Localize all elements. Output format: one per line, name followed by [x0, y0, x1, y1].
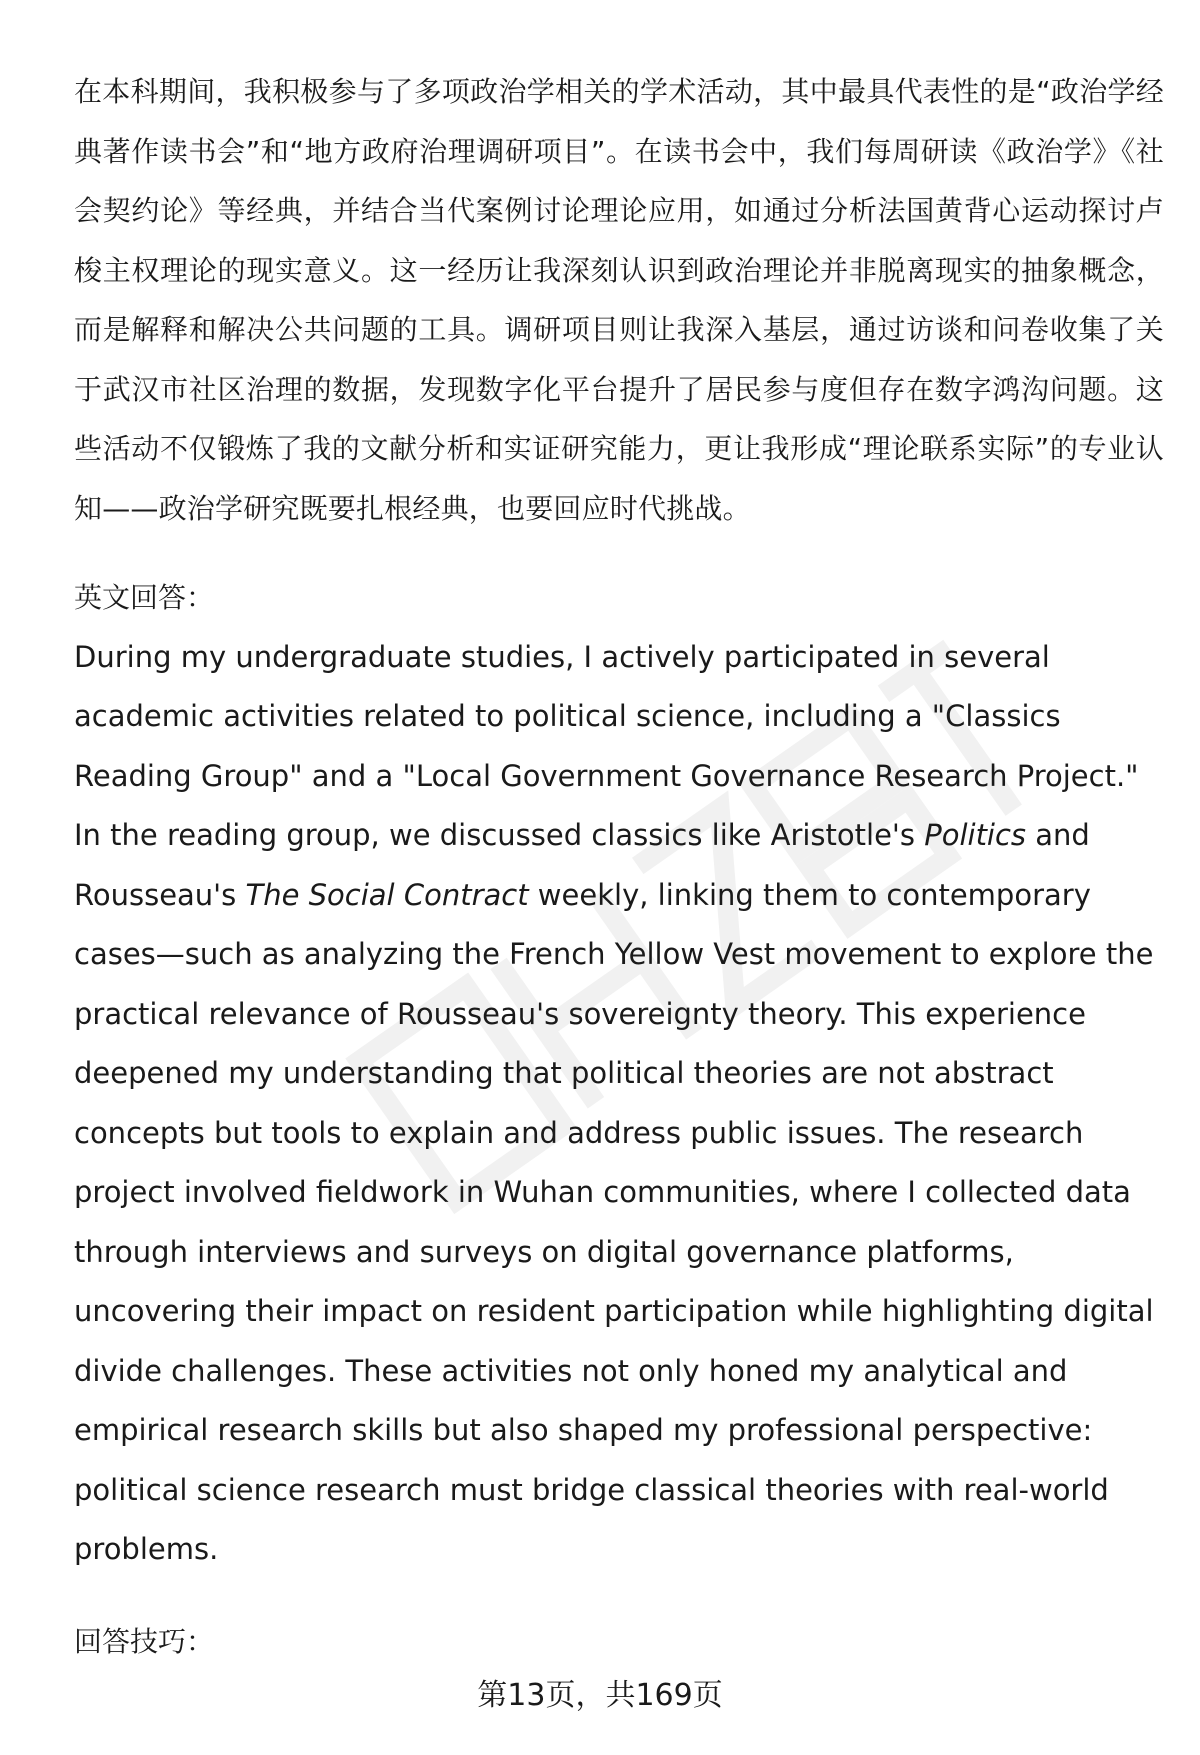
page-number-footer: 第13页，共169页 [477, 1678, 723, 1713]
tips-label: 回答技巧： [74, 1624, 215, 1658]
italic-title-social-contract: The Social Contract [245, 877, 529, 912]
english-answer-text-1: During my undergraduate studies, I actively participated in several academic activities related to political science, including a "Classics Reading Group" and a "Local Government Governance Research Project." In the reading group, we discussed classics like Aristotle's [74, 639, 1139, 852]
english-answer-text-3: weekly, linking them to contemporary cases—such as analyzing the French Yellow Vest movement to explore the practical relevance of Rousseau's sovereignty theory. This experience deepened my understanding that political theories are not abstract concepts but tools to explain and address public issues. The research project involved fieldwork in Wuhan communities, where I collected data through interviews and surveys on digital governance platforms, uncovering their impact on resident participation while highlighting digital divide challenges. These activities not only honed my analytical and empirical research skills but also shaped my professional perspective: political science research must bridge classical theories with real-world problems. [74, 877, 1154, 1566]
english-answer-paragraph [74, 628, 1164, 1580]
english-answer-text-2: and Rousseau's [74, 818, 1090, 912]
document-page [74, 62, 1164, 1671]
chinese-answer-paragraph: 在本科期间，我积极参与了多项政治学相关的学术活动，其中最具代表性的是“政治学经典著作读书会”和“地方政府治理调研项目”。在读书会中，我们每周研读《政治学》《社会契约论》等经典，并结合当代案例讨论理论应用，如通过分析法国黄背心运动探讨卢梭主权理论的现实意义。这一经历让我深刻认识到政治理论并非脱离现实的抽象概念，而是解释和解决公共问题的工具。调研项目则让我深入基层，通过访谈和问卷收集了关于武汉市社区治理的数据，发现数字化平台提升了居民参与度但存在数字鸿沟问题。这些活动不仅锻炼了我的文献分析和实证研究能力，更让我形成“理论联系实际”的专业认知——政治学研究既要扎根经典，也要回应时代挑战。 [74, 75, 1164, 525]
english-answer-label: 英文回答： [74, 581, 215, 614]
italic-title-politics: Politics [924, 818, 1027, 852]
